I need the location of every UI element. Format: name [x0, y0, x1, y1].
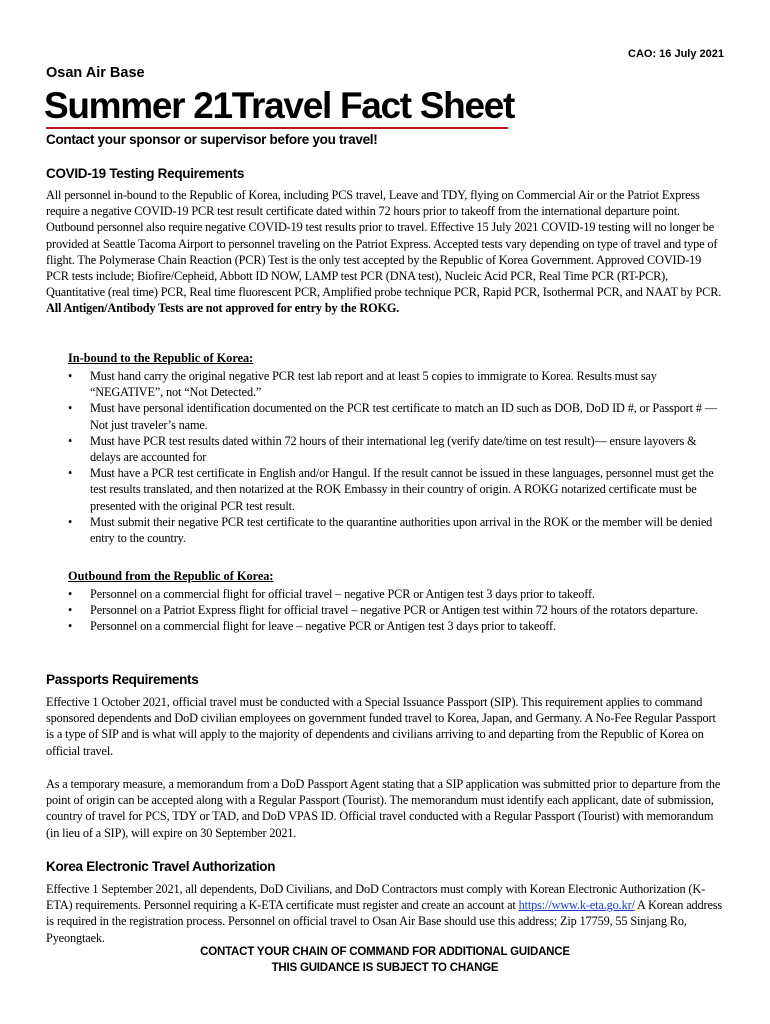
- bullet-icon: •: [68, 514, 73, 529]
- list-item: [46, 618, 726, 634]
- footer-line-2: THIS GUIDANCE IS SUBJECT TO CHANGE: [271, 962, 499, 974]
- bullet-icon: •: [68, 433, 73, 448]
- list-item-text: Must have PCR test results dated within 72 hours of their international leg (verify date/time on test result)— ensure layovers & delays are accounted for: [90, 433, 697, 465]
- list-item-text: Personnel on a commercial flight for official travel – negative PCR or Antigen test 3 days prior to takeoff.: [90, 587, 595, 601]
- keta-body: [46, 881, 726, 946]
- list-item-text: Must hand carry the original negative PCR test lab report and at least 5 copies to immigrate to Korea. Results must say “NEGATIVE”, not “Not Detected.”: [90, 369, 657, 400]
- list-item: [46, 465, 726, 514]
- list-item-text: Personnel on a commercial flight for leave – negative PCR or Antigen test 3 days prior to takeoff.: [90, 619, 556, 634]
- covid-body-bold: All Antigen/Antibody Tests are not approved for entry by the ROKG.: [46, 301, 400, 316]
- bullet-icon: •: [68, 369, 73, 383]
- keta-heading: Korea Electronic Travel Authorization: [46, 859, 276, 874]
- passports-para-1: Effective 1 October 2021, official travel must be conducted with a Special Issuance Passport (SIP). This requirement applies to command sponsored dependents and DoD civilian employees on government funded travel to Korea, Japan, and Germany. A No-Fee Regular Passport is a type of SIP and is what will apply to the majority of dependents and civilians arriving to and departing from the Republic of Korea on official travel.: [46, 695, 716, 758]
- list-item: [46, 586, 726, 602]
- base-name: Osan Air Base: [46, 65, 145, 81]
- outbound-list: [46, 586, 726, 635]
- keta-text-before: Effective 1 September 2021, all dependents, DoD Civilians, and DoD Contractors must comply with Korean Electronic Authorization (K-ETA) requirements. Personnel requiring a K-ETA certificate must register and create an account at: [46, 882, 706, 913]
- keta-link[interactable]: https://www.k-eta.go.kr/: [518, 898, 635, 913]
- list-item: [46, 368, 726, 400]
- bullet-icon: •: [68, 619, 73, 634]
- list-item-text: Must have a PCR test certificate in English and/or Hangul. If the result cannot be issued in these languages, personnel must get the test results translated, and then notarized at the ROK Embassy in their country of origin. A ROKG notarized certificate must be presented with the original PCR test result.: [90, 466, 714, 513]
- passports-heading: Passports Requirements: [46, 672, 199, 687]
- page-title: Summer 21Travel Fact Sheet: [44, 85, 515, 126]
- passports-para-2: As a temporary measure, a memorandum from a DoD Passport Agent stating that a SIP application was submitted prior to departure from the point of origin can be accepted along with a Regular Passport (Tourist). The memorandum must identify each applicant, date of submission, country of travel for PCS, TDY or TAD, and DoD VPAS ID. Official travel conducted with a Regular Passport (Tourist) with memorandum (in lieu of a SIP), will expire on 30 September 2021.: [46, 777, 721, 840]
- list-item: [46, 433, 726, 465]
- list-item-text: Personnel on a Patriot Express flight for official travel – negative PCR or Antigen test within 72 hours of the rotators departure.: [90, 603, 698, 618]
- covid-heading: COVID-19 Testing Requirements: [46, 166, 245, 181]
- bullet-icon: •: [68, 603, 73, 618]
- list-item-text: Must have personal identification documented on the PCR test certificate to match an ID such as DOB, DoD ID #, or Passport # — Not just traveler’s name.: [90, 401, 717, 432]
- bullet-icon: •: [68, 401, 73, 416]
- covid-body: [46, 187, 726, 317]
- title-underline: [46, 127, 508, 129]
- inbound-list: [46, 368, 726, 546]
- keta-text-after: A Korean address is required in the registration process. Personnel on official travel to Osan Air Base should use this address; Zip 17759, 55 Sinjang Ro, Pyeongtaek.: [46, 898, 723, 945]
- outbound-heading: Outbound from the Republic of Korea:: [68, 569, 274, 583]
- contact-notice: Contact your sponsor or supervisor before you travel!: [46, 132, 378, 147]
- bullet-icon: •: [68, 466, 73, 481]
- bullet-icon: •: [68, 587, 73, 601]
- inbound-heading: In-bound to the Republic of Korea:: [68, 351, 254, 365]
- covid-body-text: All personnel in-bound to the Republic of Korea, including PCS travel, Leave and TDY, flying on Commercial Air or the Patriot Express require a negative COVID-19 PCR test result certificate dated within 72 hours prior to takeoff from the international departure point. Outbound personnel also require negative COVID-19 test results prior to travel. Effective 15 July 2021 COVID-19 testing will no longer be provided at Seattle Tacoma Airport to personnel traveling on the Patriot Express. Accepted tests vary depending on type of travel and type of flight. The Polymerase Chain Reaction (PCR) Test is the only test accepted by the Republic of Korea Government. Approved COVID-19 PCR tests include; Biofire/Cepheid, Abbott ID NOW, LAMP test PCR (DNA test), Nucleic Acid PCR, Real Time PCR (RT-PCR), Quantitative (real time) PCR, Real time fluorescent PCR, Amplified probe technique PCR, Rapid PCR, Isothermal PCR, and NAAT by PCR.: [46, 188, 722, 300]
- list-item: [46, 602, 726, 618]
- list-item: [46, 514, 726, 546]
- cao-date: CAO: 16 July 2021: [628, 48, 724, 60]
- list-item-text: Must submit their negative PCR test certificate to the quarantine authorities upon arrival in the ROK or the member will be denied entry to the country.: [90, 514, 713, 546]
- list-item: [46, 400, 726, 432]
- footer-line-1: CONTACT YOUR CHAIN OF COMMAND FOR ADDITIONAL GUIDANCE: [200, 946, 570, 958]
